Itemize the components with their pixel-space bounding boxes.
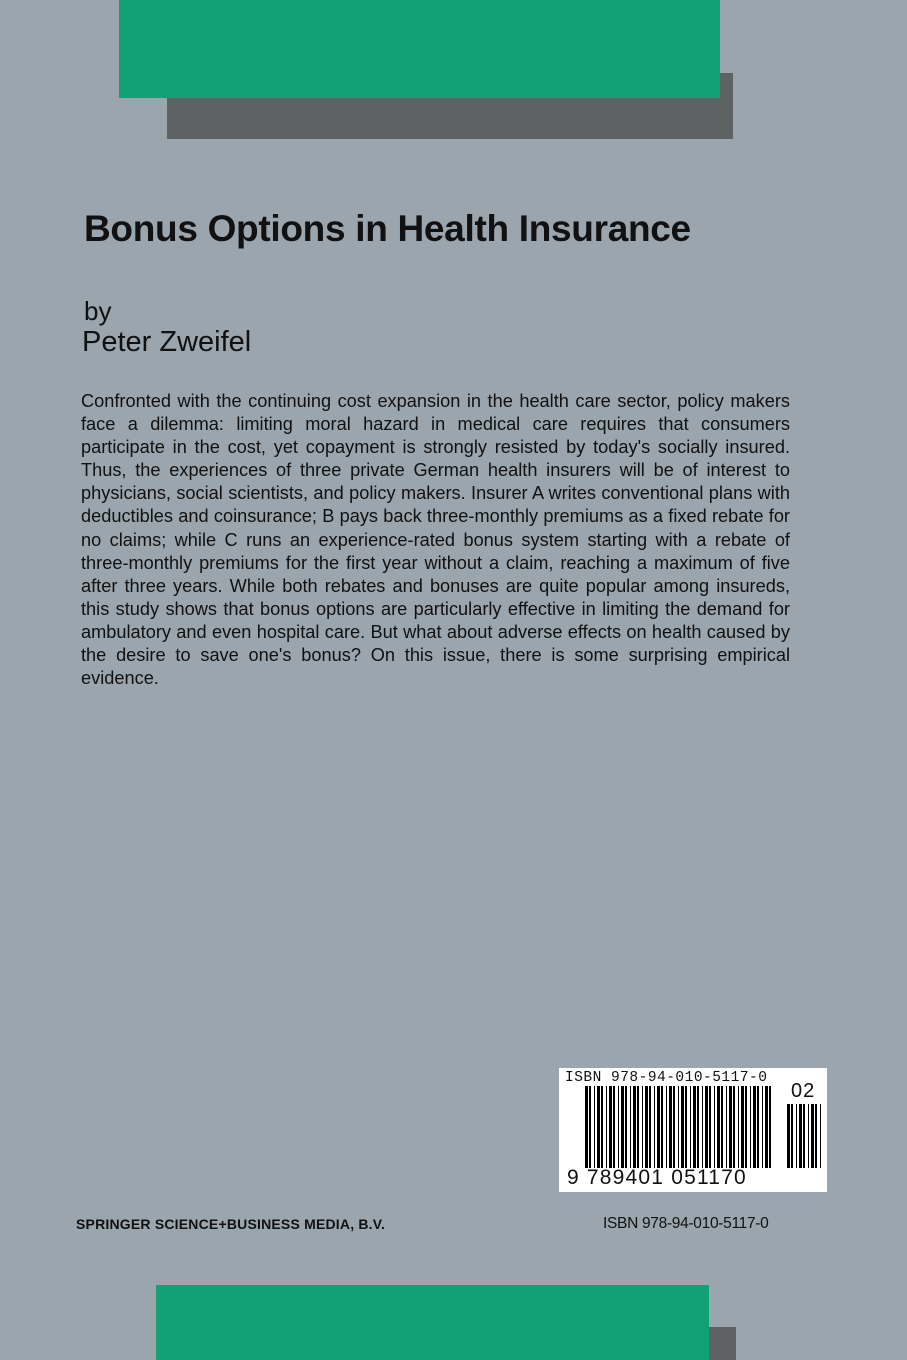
barcode-bar bbox=[601, 1086, 603, 1168]
barcode-bar bbox=[705, 1086, 708, 1168]
barcode-bar bbox=[649, 1086, 651, 1168]
barcode-bar bbox=[799, 1104, 802, 1168]
barcode-bar bbox=[666, 1086, 667, 1168]
barcode-bar bbox=[733, 1086, 735, 1168]
abstract-text: Confronted with the continuing cost expansion in the health care sector, policy makers face a dilemma: limiting moral hazard in medical care requires that consumers participate in the cost, yet copayment is strongly resisted by today's socially insured. Thus, the experiences of three private German health insurers will be of interest to physicians, social scientists, and policy makers. Insurer A writes conventional plans with deductibles and coinsurance; B pays back three-monthly premiums as a fixed rebate for no claims; while C runs an experience-rated bonus system starting with a rebate of three-monthly premiums for the first year without a claim, reaching a maximum of five after three years. While both rebates and bonuses are quite popular among insureds, this study shows that bonus options are particularly effective in limiting the demand for ambulatory and even hospital care. But what about adverse effects on health caused by the desire to save one's bonus? On this issue, there is some surprising empirical evidence. bbox=[81, 391, 790, 689]
barcode-bar bbox=[690, 1086, 691, 1168]
barcode-bar bbox=[738, 1086, 739, 1168]
barcode-bar bbox=[678, 1086, 679, 1168]
barcode-bar bbox=[609, 1086, 612, 1168]
barcode-bar bbox=[661, 1086, 663, 1168]
barcode-bar bbox=[642, 1086, 643, 1168]
barcode-bar bbox=[709, 1086, 711, 1168]
barcode-bar bbox=[803, 1104, 805, 1168]
barcode-bar bbox=[750, 1086, 751, 1168]
barcode-bar bbox=[815, 1104, 817, 1168]
barcode-bar bbox=[697, 1086, 699, 1168]
barcode-bar bbox=[769, 1086, 771, 1168]
barcode-bar bbox=[633, 1086, 636, 1168]
publisher-name: SPRINGER SCIENCE+BUSINESS MEDIA, B.V. bbox=[76, 1216, 386, 1232]
barcode-bar bbox=[753, 1086, 756, 1168]
barcode-bar bbox=[673, 1086, 675, 1168]
barcode-bar bbox=[613, 1086, 615, 1168]
barcode-bar bbox=[702, 1086, 703, 1168]
author-name: Peter Zweifel bbox=[82, 326, 252, 358]
barcode-bar bbox=[796, 1104, 797, 1168]
barcode-bar bbox=[757, 1086, 759, 1168]
barcode-bar bbox=[765, 1086, 768, 1168]
barcode-bar bbox=[808, 1104, 809, 1168]
barcode-isbn-text: ISBN 978-94-010-5117-0 bbox=[565, 1070, 768, 1086]
isbn-bottom: ISBN 978-94-010-5117-0 bbox=[603, 1215, 769, 1232]
barcode-bar bbox=[762, 1086, 763, 1168]
barcode-bar bbox=[606, 1086, 607, 1168]
barcode-bar bbox=[714, 1086, 715, 1168]
barcode-bar bbox=[726, 1086, 727, 1168]
barcode-bar bbox=[657, 1086, 660, 1168]
bottom-green-block bbox=[156, 1285, 709, 1360]
barcode-bar bbox=[811, 1104, 814, 1168]
barcode-bar bbox=[745, 1086, 747, 1168]
barcode-digits: 9 789401 051170 bbox=[567, 1166, 747, 1189]
barcode-bar bbox=[729, 1086, 732, 1168]
by-label: by bbox=[84, 296, 112, 326]
barcode-bar bbox=[597, 1086, 600, 1168]
barcode-bar bbox=[820, 1104, 821, 1168]
barcode-bar bbox=[685, 1086, 687, 1168]
barcode-bar bbox=[589, 1086, 591, 1168]
barcode-bar bbox=[621, 1086, 624, 1168]
barcode-bar bbox=[787, 1104, 790, 1168]
barcode-bar bbox=[625, 1086, 627, 1168]
barcode-panel bbox=[559, 1068, 827, 1192]
barcode-bar bbox=[693, 1086, 696, 1168]
barcode-bar bbox=[594, 1086, 595, 1168]
barcode-bar bbox=[637, 1086, 639, 1168]
barcode-bar bbox=[791, 1104, 793, 1168]
top-green-block bbox=[119, 0, 720, 98]
barcode-bar bbox=[741, 1086, 744, 1168]
barcode-bar bbox=[618, 1086, 619, 1168]
barcode-bar bbox=[681, 1086, 684, 1168]
barcode-bar bbox=[645, 1086, 648, 1168]
barcode-bar bbox=[721, 1086, 723, 1168]
book-title: Bonus Options in Health Insurance bbox=[84, 208, 691, 249]
barcode-addon-digits: 02 bbox=[791, 1080, 816, 1102]
barcode-bar bbox=[585, 1086, 588, 1168]
barcode-bar bbox=[630, 1086, 631, 1168]
barcode-bar bbox=[717, 1086, 720, 1168]
barcode-bar bbox=[669, 1086, 672, 1168]
barcode-bar bbox=[654, 1086, 655, 1168]
